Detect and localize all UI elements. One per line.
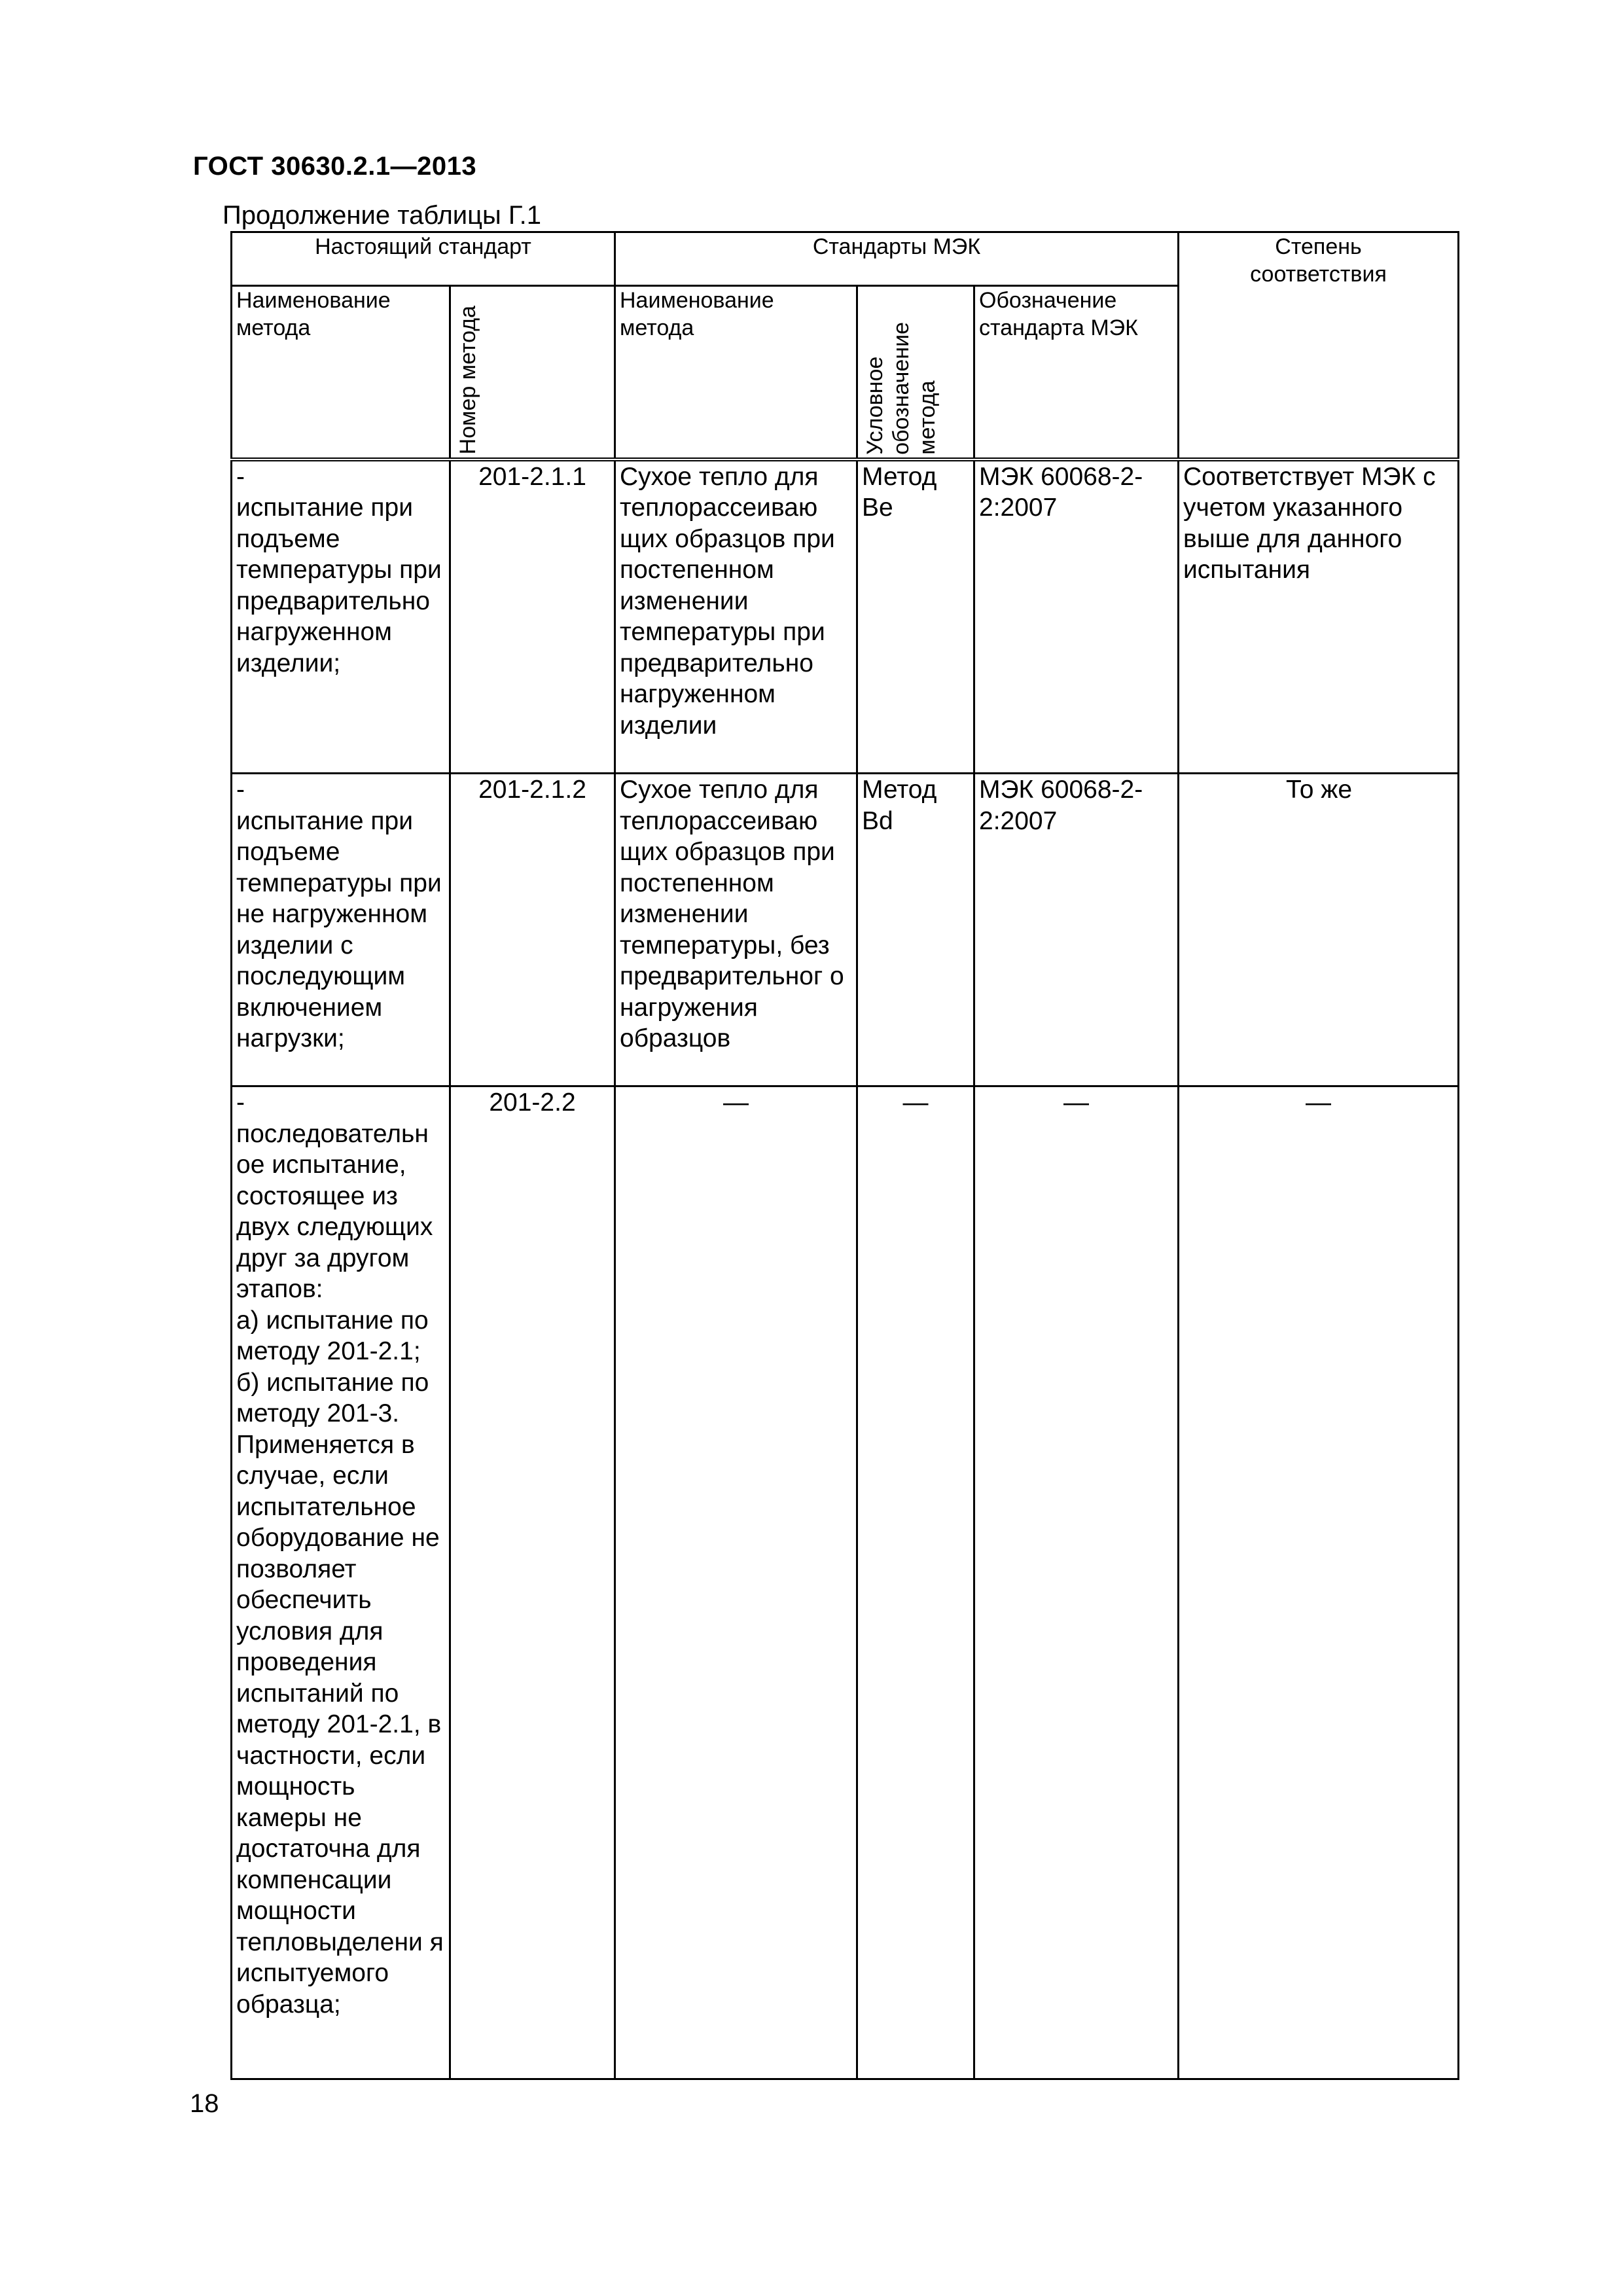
row-iec-method-name: Сухое тепло для теплорассеиваю щих образцов при постепенном изменении температуры, без предварительног о нагружения образцов — [615, 774, 857, 1086]
row-iec-method-name: — — [615, 1086, 857, 2079]
table-row — [232, 774, 1459, 1086]
row-iec-standard: МЭК 60068-2-2:2007 — [974, 459, 1179, 774]
row-method-number: 201-2.2 — [450, 1086, 615, 2079]
header-method-name: Наименование метода — [232, 286, 450, 459]
row-method-designation: — — [857, 1086, 974, 2079]
header-present-standard: Настоящий стандарт — [232, 232, 615, 286]
table-row — [232, 459, 1459, 774]
page-number: 18 — [190, 2089, 219, 2118]
document-title: ГОСТ 30630.2.1—2013 — [193, 152, 477, 181]
header-iec-standards: Стандарты МЭК — [615, 232, 1179, 286]
methods-table — [230, 231, 1459, 2080]
row-method-number: 201-2.1.2 — [450, 774, 615, 1086]
row-conformity: Соответствует МЭК с учетом указанного выше для данного испытания — [1179, 459, 1459, 774]
header-iec-method-name: Наименование метода — [615, 286, 857, 459]
header-method-designation-cell — [857, 286, 974, 459]
row-conformity: То же — [1179, 774, 1459, 1086]
row-method-number: 201-2.1.1 — [450, 459, 615, 774]
row-iec-method-name: Сухое тепло для теплорассеиваю щих образцов при постепенном изменении температуры при предварительно нагруженном изделии — [615, 459, 857, 774]
row-method-name: - испытание при подъеме температуры при не нагруженном изделии с последующим включением нагрузки; — [232, 774, 450, 1086]
row-method-name: - испытание при подъеме температуры при предварительно нагруженном изделии; — [232, 459, 450, 774]
row-iec-standard: МЭК 60068-2-2:2007 — [974, 774, 1179, 1086]
row-method-designation: Метод Bd — [857, 774, 974, 1086]
row-method-name: - последовательн ое испытание, состоящее из двух следующих друг за другом этапов: а) испытание по методу 201-2.1; б) испытание по методу 201-3. Применяется в случае, если испытательное оборудование не позволяет обеспечить условия для проведения испытаний по методу 201-2.1, в частности, если мощность камеры не достаточна для компенсации мощности тепловыделени я испытуемого образца; — [232, 1086, 450, 2079]
row-conformity: — — [1179, 1086, 1459, 2079]
header-iec-standard-designation: Обозначение стандарта МЭК — [974, 286, 1179, 459]
header-method-designation: Условное обозначение метода — [863, 321, 940, 455]
row-iec-standard: — — [974, 1086, 1179, 2079]
row-method-designation: Метод Be — [857, 459, 974, 774]
header-conformity: Степень соответствия — [1179, 232, 1459, 459]
table-caption: Продолжение таблицы Г.1 — [223, 201, 542, 230]
header-method-number: Номер метода — [455, 306, 480, 455]
header-method-number-cell — [450, 286, 615, 459]
table-row — [232, 1086, 1459, 2079]
